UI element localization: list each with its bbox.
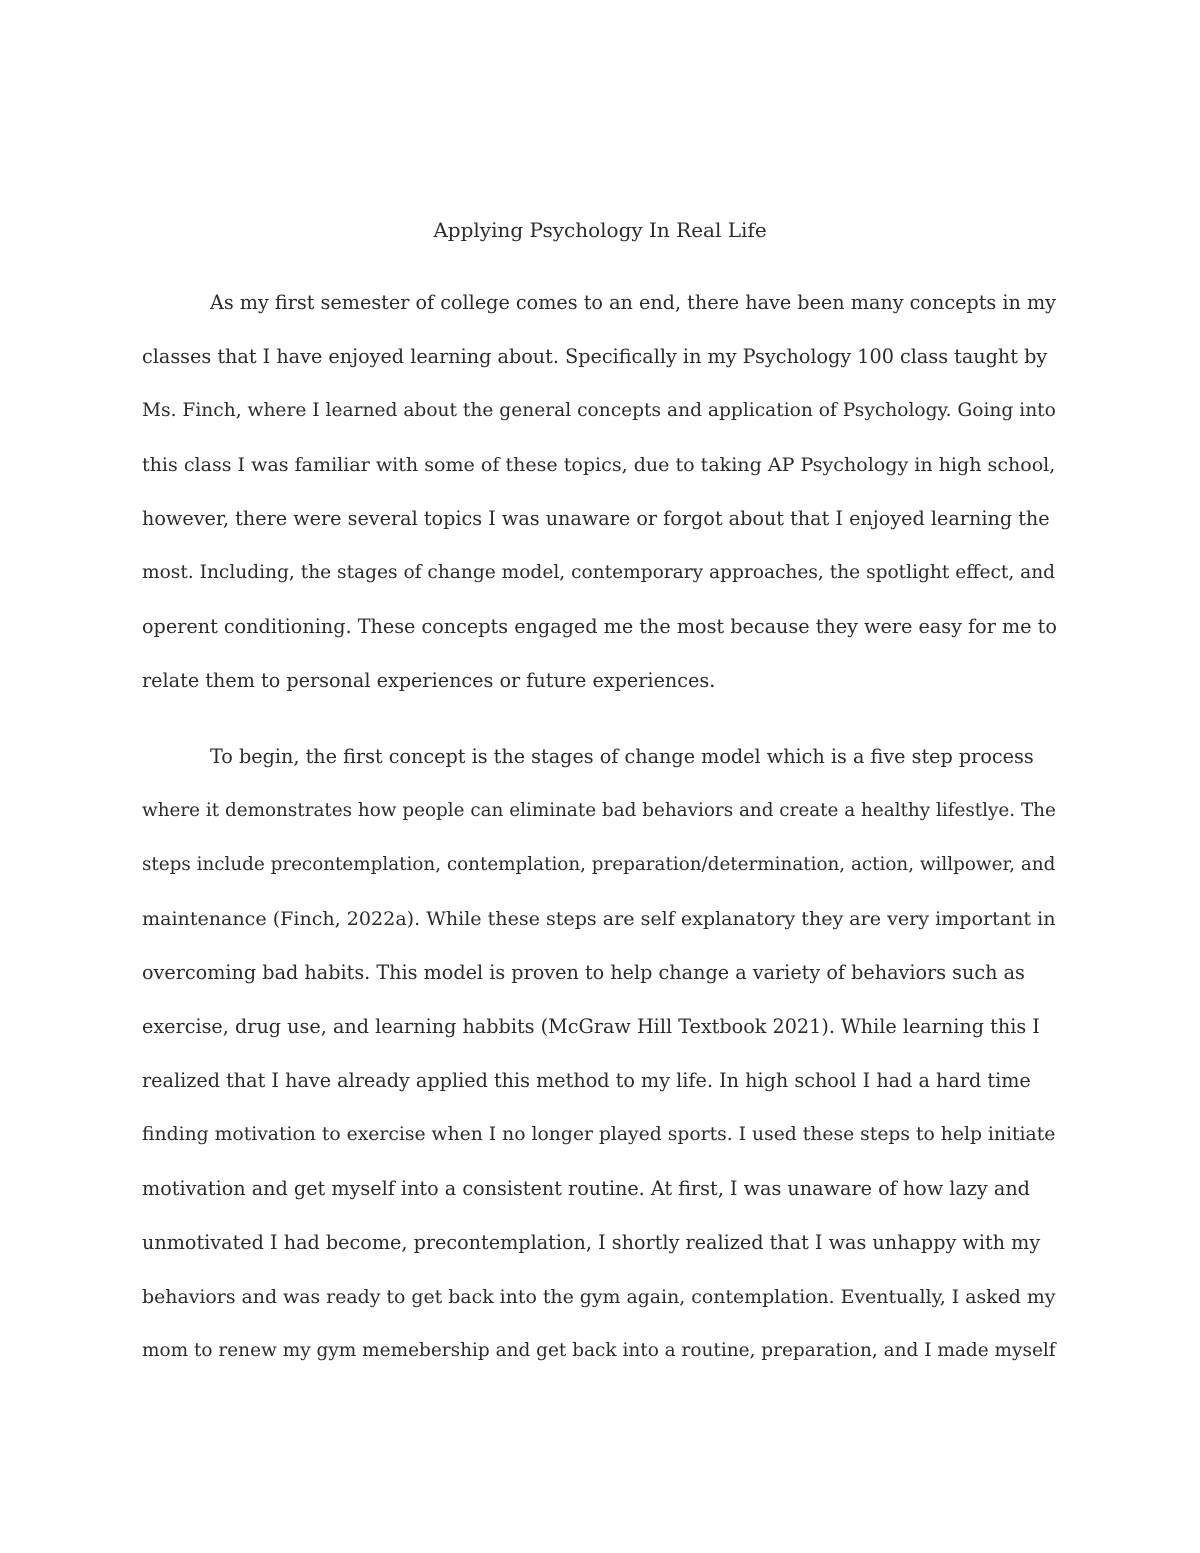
text-line: overcoming bad habits. This model is proven to help change a variety of behaviors such as [142, 961, 1025, 984]
text-line: Ms. Finch, where I learned about the general concepts and application of Psychology. Going into [142, 400, 1056, 421]
text-line: To begin, the first concept is the stages of change model which is a five step process [210, 745, 1034, 768]
text-line: however, there were several topics I was unaware or forgot about that I enjoyed learning the [142, 507, 1050, 530]
text-line: classes that I have enjoyed learning about. Specifically in my Psychology 100 class taught by [142, 345, 1048, 368]
text-line: realized that I have already applied this method to my life. In high school I had a hard time [142, 1069, 1031, 1092]
text-line: this class I was familiar with some of these topics, due to taking AP Psychology in high school, [142, 454, 1056, 476]
text-line: most. Including, the stages of change model, contemporary approaches, the spotlight effect, and [142, 562, 1056, 583]
text-line: motivation and get myself into a consistent routine. At first, I was unaware of how lazy and [142, 1177, 1030, 1200]
text-line: steps include precontemplation, contemplation, preparation/determination, action, willpower, and [142, 854, 1056, 875]
paragraph-stages-of-change [142, 730, 1060, 1378]
text-line: unmotivated I had become, precontemplation, I shortly realized that I was unhappy with my [142, 1231, 1041, 1254]
paragraph-intro [142, 276, 1060, 708]
text-line: As my first semester of college comes to an end, there have been many concepts in my [210, 291, 1057, 314]
text-line: mom to renew my gym memebership and get back into a routine, preparation, and I made myself [142, 1340, 1056, 1361]
text-line: exercise, drug use, and learning habbits (McGraw Hill Textbook 2021). While learning this I [142, 1015, 1040, 1038]
text-line: operent conditioning. These concepts engaged me the most because they were easy for me to [142, 615, 1057, 638]
text-line: relate them to personal experiences or future experiences. [142, 669, 716, 692]
text-line: where it demonstrates how people can eliminate bad behaviors and create a healthy lifestlye. The [142, 800, 1056, 821]
document-title: Applying Psychology In Real Life [433, 218, 767, 242]
text-line: behaviors and was ready to get back into the gym again, contemplation. Eventually, I asked my [142, 1286, 1056, 1308]
text-line: maintenance (Finch, 2022a). While these steps are self explanatory they are very important in [142, 908, 1056, 930]
text-line: finding motivation to exercise when I no longer played sports. I used these steps to help initiate [142, 1124, 1056, 1145]
